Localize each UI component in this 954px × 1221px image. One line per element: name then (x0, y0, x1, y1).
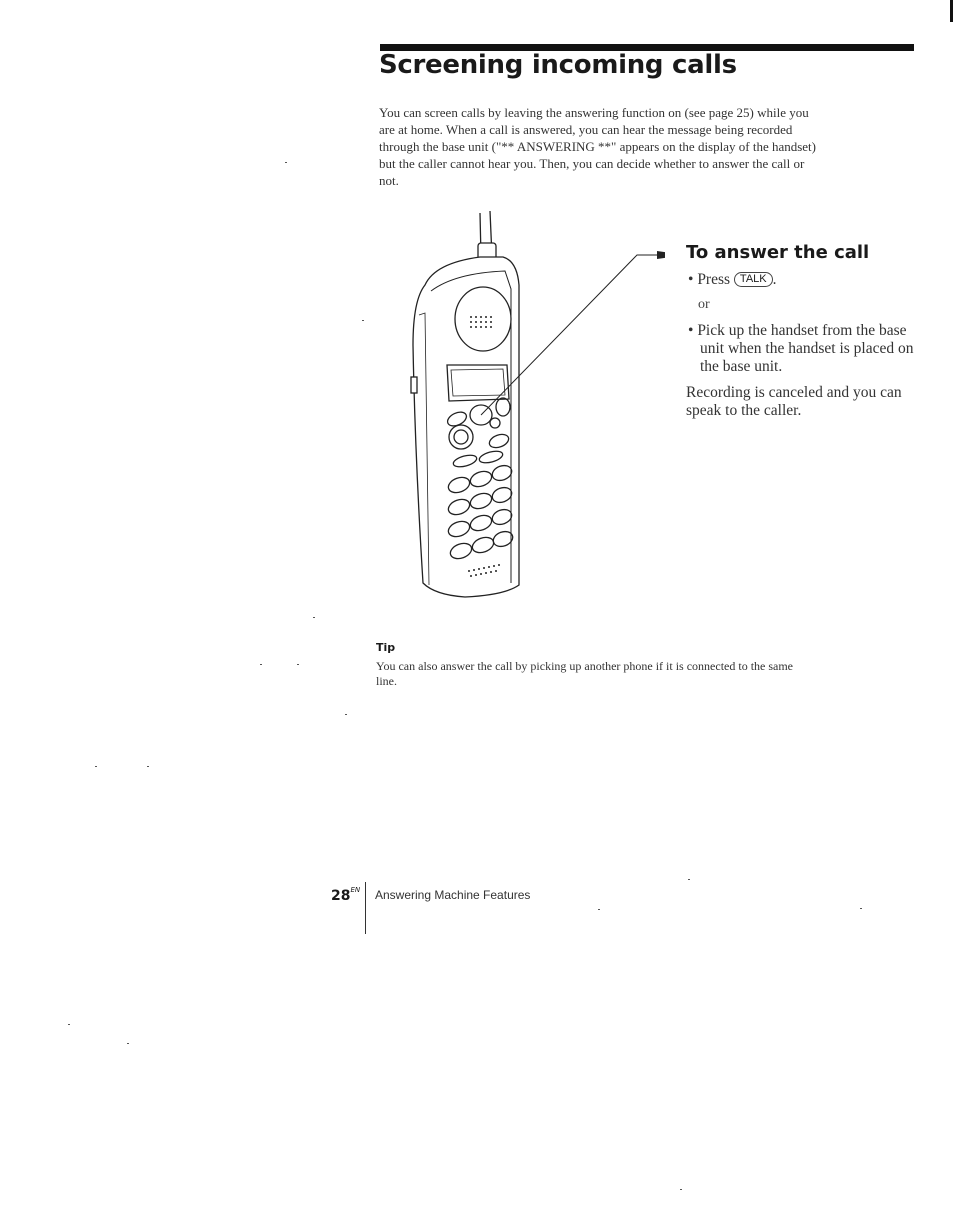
scan-speck (598, 909, 600, 910)
page-number-suffix: EN (350, 886, 361, 894)
scan-speck (68, 1024, 70, 1025)
page-number-value: 28 (331, 888, 351, 904)
footer-divider (365, 882, 366, 934)
step-pickup-label: Pick up the handset from the base unit when the handset is placed on the base unit. (697, 322, 914, 375)
section-heading: To answer the call (686, 242, 870, 263)
step-press-talk (688, 271, 777, 289)
step-press-suffix: . (772, 271, 777, 288)
page-title: Screening incoming calls (379, 50, 737, 80)
page-number (331, 886, 360, 904)
intro-paragraph: You can screen calls by leaving the answering function on (see page 25) while you are at home. When a call is answered, you can hear the message being recorded through the base unit ("** ANSWERING **" appears on the display of the handset) but the caller cannot hear you. Then, you can decide whether to answer the call or not. (379, 105, 816, 188)
step-press-label: Press (697, 271, 731, 288)
or-text: or (698, 297, 710, 312)
scan-speck (95, 766, 97, 767)
scan-speck (297, 664, 299, 665)
handset-illustration (395, 205, 665, 605)
bullet: • (688, 271, 698, 288)
scan-speck (860, 908, 862, 909)
scan-speck (285, 162, 287, 163)
scan-speck (147, 766, 149, 767)
scan-speck (680, 1189, 682, 1190)
scan-speck (313, 617, 315, 618)
scan-speck (260, 664, 262, 665)
scan-speck (345, 714, 347, 715)
footer-section-name: Answering Machine Features (375, 888, 531, 902)
result-text: Recording is canceled and you can speak to the caller. (686, 384, 902, 419)
bullet: • (688, 322, 698, 339)
tip-label: Tip (376, 641, 396, 654)
tip-text: You can also answer the call by picking up another phone if it is connected to the same line. (376, 659, 794, 688)
step-pick-up-handset (688, 322, 930, 376)
scan-speck (127, 1043, 129, 1044)
talk-key: TALK (734, 272, 773, 287)
scan-speck (688, 879, 690, 880)
scan-speck (362, 320, 364, 321)
edge-mark (950, 0, 953, 22)
